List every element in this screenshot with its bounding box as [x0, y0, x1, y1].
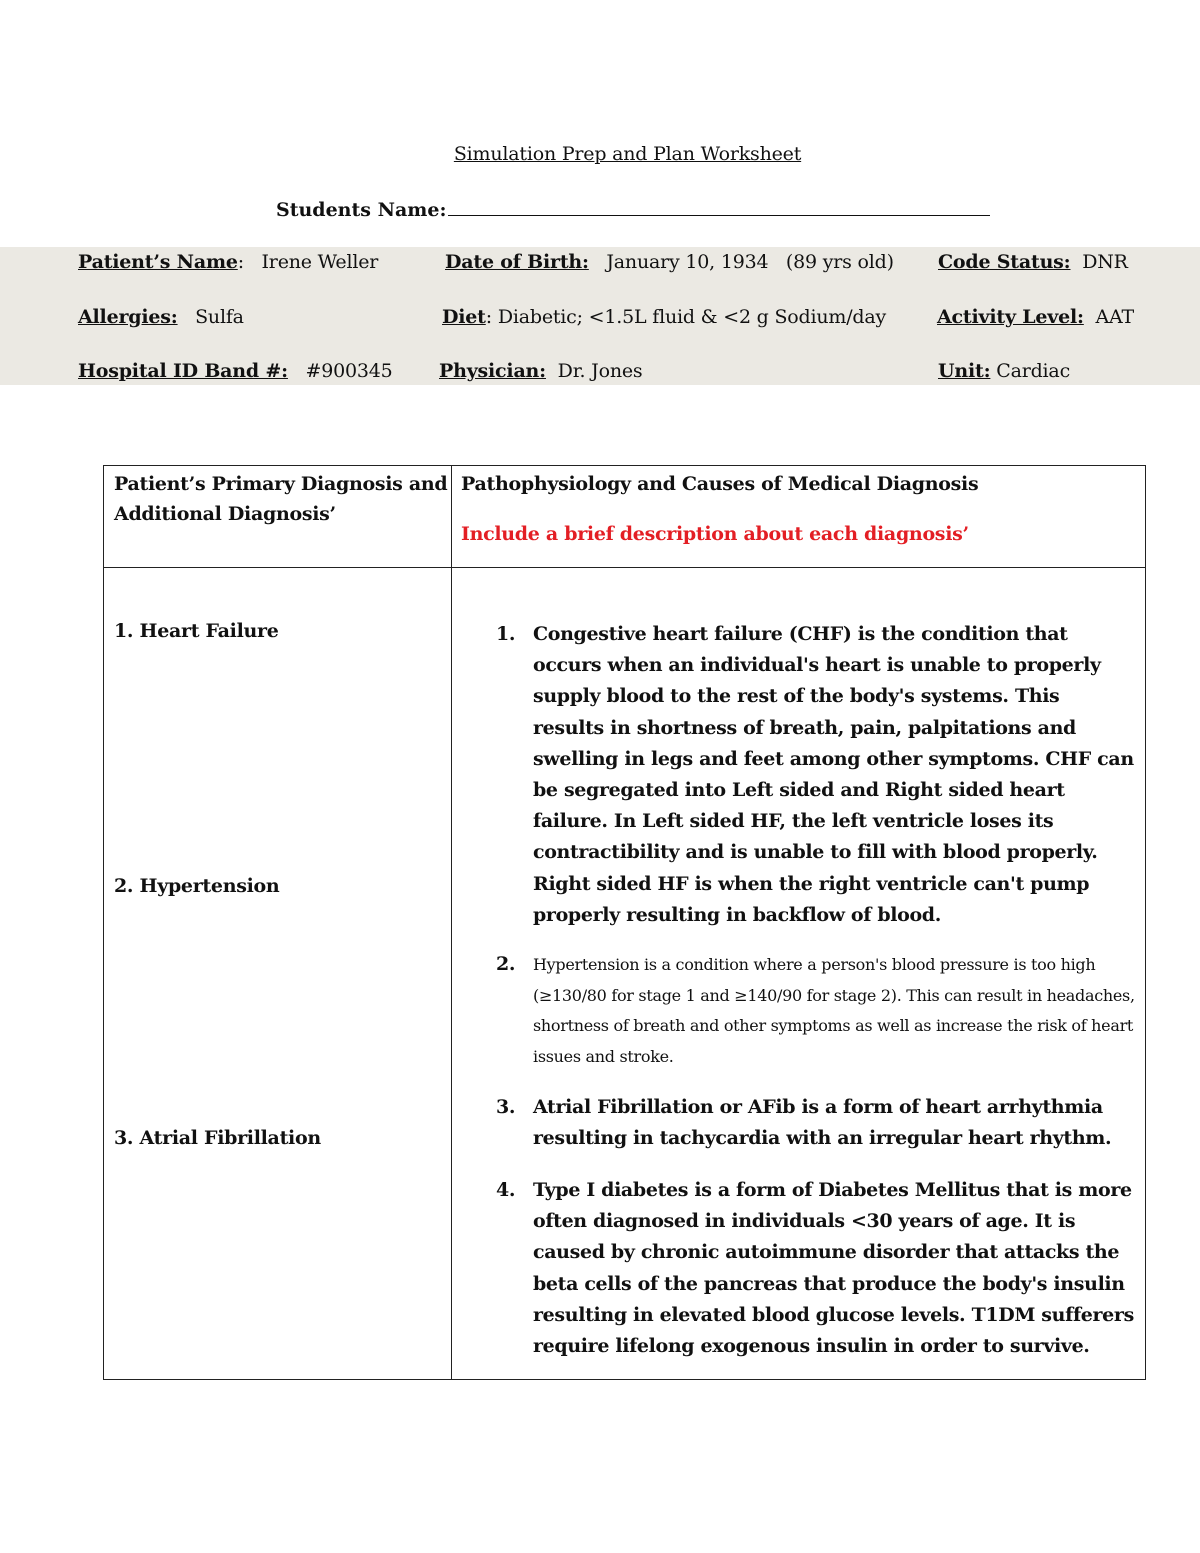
patient-name-value: Irene Weller: [261, 251, 379, 273]
description-item-3: [496, 1092, 1136, 1154]
activity-level-label: Activity Level:: [937, 306, 1084, 328]
description-item-4: [496, 1175, 1136, 1362]
hospital-id-field: [78, 360, 393, 382]
student-name-row: [276, 197, 990, 221]
physician-value: Dr. Jones: [557, 360, 643, 382]
unit-value: Cardiac: [996, 360, 1071, 382]
allergies-value: Sulfa: [195, 306, 244, 328]
description-number: 1.: [496, 623, 516, 645]
diagnosis-heart-failure: 1. Heart Failure: [114, 620, 279, 642]
patient-name-field: [78, 251, 378, 273]
diet-separator: :: [485, 306, 492, 328]
diagnosis-hypertension: 2. Hypertension: [114, 875, 280, 897]
diagnosis-table: [103, 465, 1146, 1380]
header-instruction-note: Include a brief description about each diagnosis’: [461, 523, 969, 545]
header-primary-diagnosis: Patient’s Primary Diagnosis and Additional Diagnosis’: [114, 473, 448, 525]
diet-field: [442, 306, 886, 328]
description-item-2: [496, 950, 1136, 1072]
description-text-type-1-diabetes: Type I diabetes is a form of Diabetes Mellitus that is more often diagnosed in individuals <30 years of age. It is caused by chronic autoimmune disorder that attacks the beta cells of the pancreas that produce the body's insulin resulting in elevated blood glucose levels. T1DM sufferers require lifelong exogenous insulin in order to survive.: [533, 1179, 1134, 1358]
unit-field: [938, 360, 1070, 382]
physician-field: [439, 360, 642, 382]
description-text-heart-failure: Congestive heart failure (CHF) is the condition that occurs when an individual's heart is unable to properly supply blood to the rest of the body's systems. This results in shortness of breath, pain, palpitations and swelling in legs and feet among other symptoms. CHF can be segregated into Left sided and Right sided heart failure. In Left sided HF, the left ventricle loses its contractibility and is unable to fill with blood properly. Right sided HF is when the right ventricle can't pump properly resulting in backflow of blood.: [533, 623, 1134, 926]
physician-label: Physician:: [439, 360, 546, 382]
table-column-divider: [451, 466, 452, 1379]
code-status-label: Code Status:: [938, 251, 1071, 273]
activity-level-field: [937, 306, 1134, 328]
code-status-value: DNR: [1082, 251, 1128, 273]
description-number: 4.: [496, 1179, 516, 1201]
diet-label: Diet: [442, 306, 486, 328]
allergies-label: Allergies:: [78, 306, 178, 328]
patient-name-label: Patient’s Name: [78, 251, 238, 273]
hospital-id-value: #900345: [305, 360, 393, 382]
student-name-label: Students Name:: [276, 199, 447, 221]
date-of-birth-value: January 10, 1934 (89 yrs old): [606, 251, 894, 273]
description-text-atrial-fibrillation: Atrial Fibrillation or AFib is a form of heart arrhythmia resulting in tachycardia with an irregular heart rhythm.: [533, 1096, 1112, 1150]
patient-name-separator: :: [237, 251, 244, 273]
document-title: Simulation Prep and Plan Worksheet: [453, 143, 802, 165]
table-header-divider: [104, 567, 1145, 568]
allergies-field: [78, 306, 244, 328]
hospital-id-label: Hospital ID Band #:: [78, 360, 288, 382]
code-status-field: [938, 251, 1128, 273]
date-of-birth-field: [445, 251, 894, 273]
student-name-blank-line: [448, 197, 990, 216]
unit-label: Unit:: [938, 360, 991, 382]
patient-info-band: [0, 247, 1200, 385]
date-of-birth-label: Date of Birth:: [445, 251, 589, 273]
diagnosis-atrial-fibrillation: 3. Atrial Fibrillation: [114, 1127, 321, 1149]
activity-level-value: AAT: [1095, 306, 1134, 328]
description-item-1: [496, 619, 1136, 931]
description-number: 3.: [496, 1096, 516, 1118]
description-text-hypertension: Hypertension is a condition where a person's blood pressure is too high (≥130/80 for stage 1 and ≥140/90 for stage 2). This can result in headaches, shortness of breath and other symptoms as well as increase the risk of heart issues and stroke.: [533, 955, 1135, 1066]
header-pathophysiology-title: Pathophysiology and Causes of Medical Diagnosis: [461, 473, 979, 495]
header-pathophysiology: [461, 469, 1141, 549]
diet-value: Diabetic; <1.5L fluid & <2 g Sodium/day: [497, 306, 887, 328]
description-number: 2.: [496, 953, 516, 975]
